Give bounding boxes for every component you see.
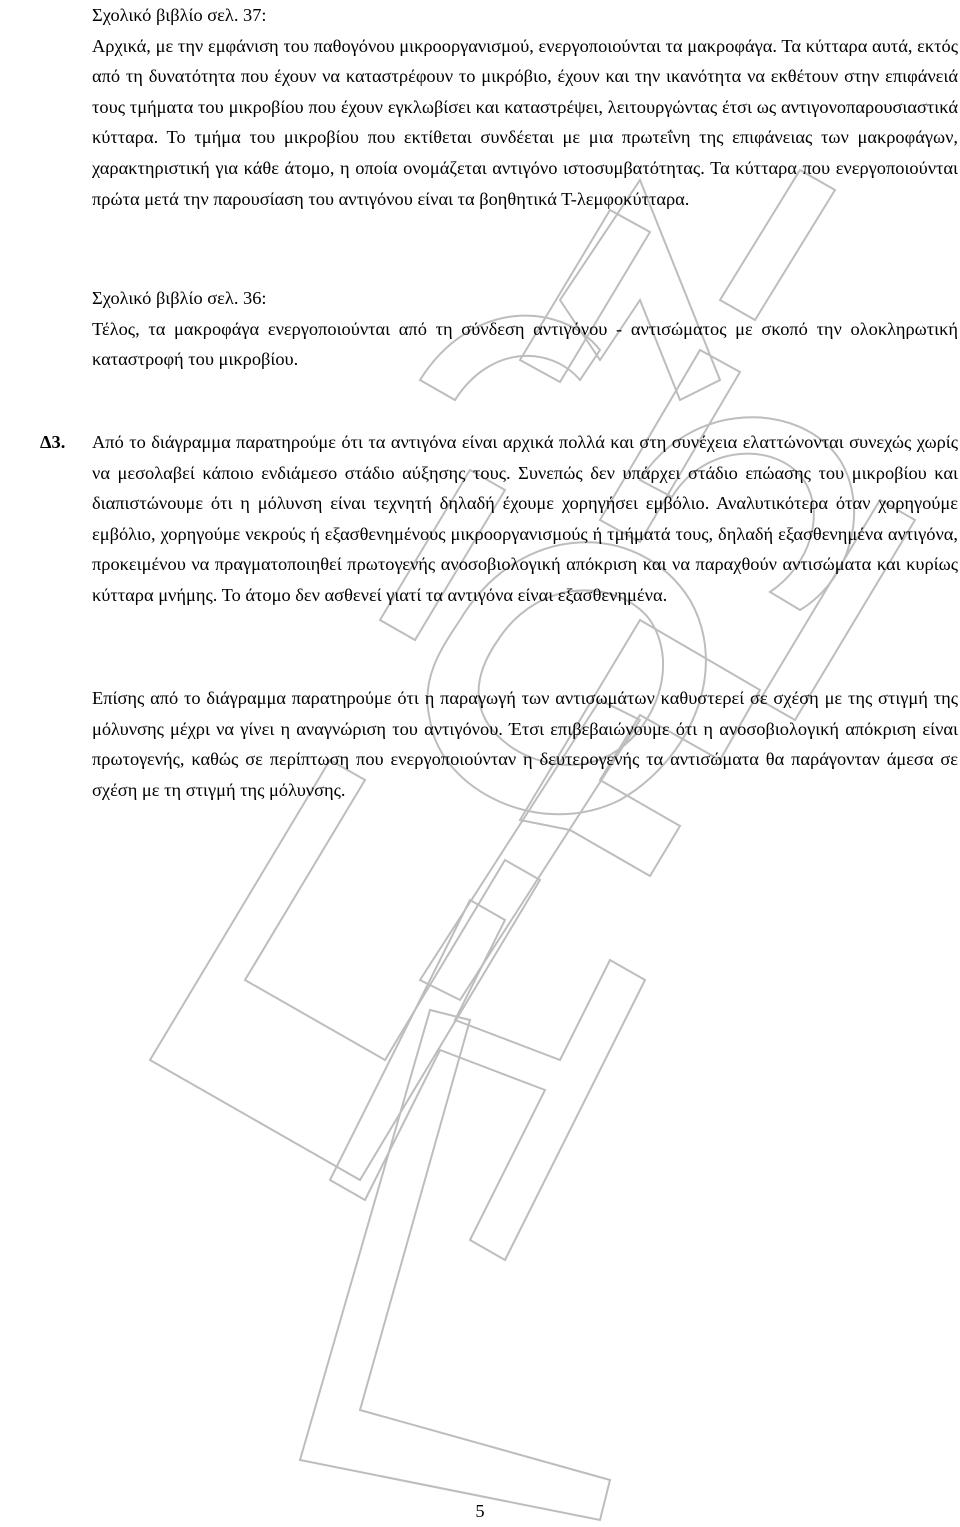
section-heading: Σχολικό βιβλίο σελ. 37: <box>92 5 267 25</box>
answer-d3-paragraph-2 <box>92 683 958 805</box>
page-number: 5 <box>475 1501 485 1521</box>
section-school-book-p37 <box>92 0 958 214</box>
question-label: Δ3. <box>40 432 66 452</box>
answer-paragraph: Επίσης από το διάγραμμα παρατηρούμε ότι η παραγωγή των αντισωμάτων καθυστερεί σε σχέση με της στιγμή της μόλυνσης μέχρι να γίνει η αναγνώριση του αντιγόνου. Έτσι επιβεβαιώνουμε ότι η ανοσοβιολογική απόκριση είναι πρωτογενής, καθώς σε περίπτωση που ενεργοποιούνταν η δευτερογενής τα αντισώματα θα παράγονταν άμεσα σε σχέση με τη στιγμή της μόλυνσης. <box>92 688 958 800</box>
section-heading: Σχολικό βιβλίο σελ. 36: <box>92 288 267 308</box>
answer-paragraph: Από το διάγραμμα παρατηρούμε ότι τα αντιγόνα είναι αρχικά πολλά και στη συνέχεια ελαττώνονται συνεχώς χωρίς να μεσολαβεί κάποιο ενδιάμεσο στάδιο αύξησης τους. Συνεπώς δεν υπάρχει στάδιο επώασης του μικροβίου και διαπιστώνουμε ότι η μόλυνση είναι τεχνητή δηλαδή έχουμε χορηγήσει εμβόλιο. Αναλυτικότερα όταν χορηγούμε εμβόλιο, χορηγούμε νεκρούς ή εξασθενημένους μικροοργανισμούς ή τμήματά τους, δηλαδή εξασθενημένα αντιγόνα, προκειμένου να πραγματοποιηθεί πρωτογενής ανοσοβιολογική απόκριση και να παραχθούν αντισώματα και κυρίως κύτταρα μνήμης. Το άτομο δεν ασθενεί γιατί τα αντιγόνα είναι εξασθενημένα. <box>92 432 958 605</box>
section-school-book-p36 <box>92 283 958 375</box>
section-paragraph: Αρχικά, με την εμφάνιση του παθογόνου μικροοργανισμού, ενεργοποιούνται τα μακροφάγα. Τα κύτταρα αυτά, εκτός από τη δυνατότητα που έχουν να καταστρέφουν το μικρόβιο, έχουν και την ικανότητα να εκθέτουν στην επιφάνειά τους τμήματα του μικροβίου που έχουν εγκλωβίσει και καταστρέψει, λειτουργώντας έτσι ως αντιγονοπαρουσιαστικά κύτταρα. Το τμήμα του μικροβίου που εκτίθεται συνδέεται με μια πρωτεΐνη της επιφάνειας των μακροφάγων, χαρακτηριστική για κάθε άτομο, η οποία ονομάζεται αντιγόνο ιστοσυμβατότητας. Τα κύτταρα που ενεργοποιούνται πρώτα μετά την παρουσίαση του αντιγόνου είναι τα βοηθητικά Τ-λεμφοκύτταρα. <box>92 35 958 209</box>
section-paragraph: Τέλος, τα μακροφάγα ενεργοποιούνται από τη σύνδεση αντιγόνου - αντισώματος με σκοπό την ολοκληρωτική καταστροφή του μικροβίου. <box>92 318 958 370</box>
answer-d3-paragraph-1 <box>92 427 958 611</box>
